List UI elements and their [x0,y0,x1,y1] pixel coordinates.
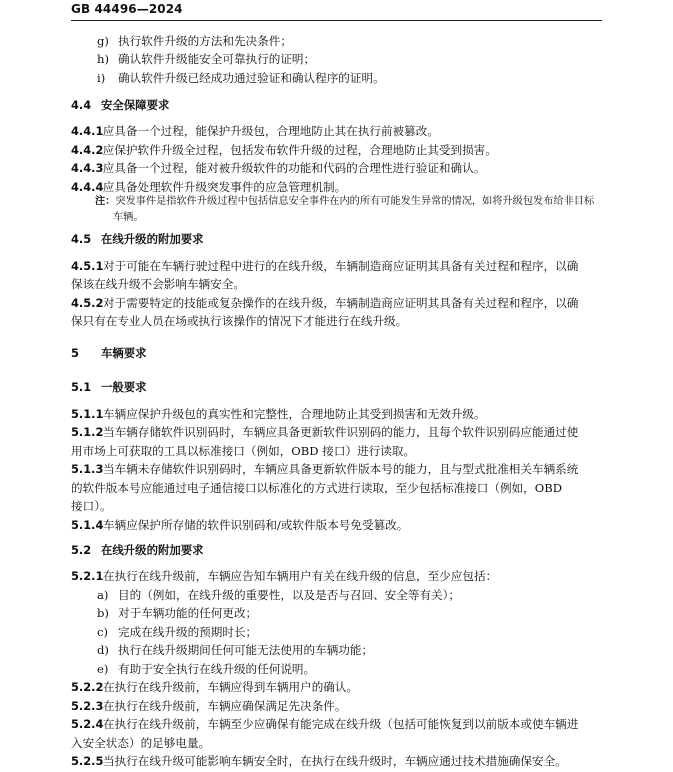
clause: 5.1.3当车辆未存储软件识别码时，车辆应具备更新软件版本号的能力，且与型式批准相关车辆系统 [71,462,579,477]
clause-continuation: 保只有在专业人员在场或执行该操作的情况下才能进行在线升级。 [71,314,408,329]
clause: 4.5.2对于需要特定的技能或复杂操作的在线升级，车辆制造商应证明其具备有关过程和程序，以确 [71,295,579,310]
clause: 4.4.1 应具备一个过程，能保护升级包，合理地防止其在执行前被篡改。 [71,124,439,139]
clause: 5.2.1在执行在线升级前，车辆应告知车辆用户有关在线升级的信息，至少应包括： [71,569,498,584]
clause: 5.2.4在执行在线升级前，车辆至少应确保有能完成在线升级（包括可能恢复到以前版本或使车辆进 [71,717,579,732]
clause: 4.4.3 应具备一个过程，能对被升级软件的功能和代码的合理性进行验证和确认。 [71,161,486,176]
clause: 5.1.2当车辆存储软件识别码时，车辆应具备更新软件识别码的能力，且每个软件识别码应能通过使 [71,425,579,440]
section-heading: 4.4 安全保障要求 [71,98,170,113]
clause-continuation: 入安全状态）的足够电量。 [71,735,211,750]
clause: 5.2.5当执行在线升级可能影响车辆安全时，在执行在线升级时，车辆应通过技术措施确保安全。 [71,754,567,768]
list-item: b) 对于车辆功能的任何更改； [97,606,258,621]
chapter-heading: 5 车辆要求 [71,346,147,361]
clause: 5.1.4车辆应保护所存储的软件识别码和/或软件版本号免受篡改。 [71,517,409,532]
clause-continuation: 保该在线升级不会影响车辆安全。 [71,277,245,292]
clause-continuation: 的软件版本号应能通过电子通信接口以标准化的方式进行读取，至少包括标准接口（例如，OBD [71,480,563,495]
clause: 5.1.1车辆应保护升级包的真实性和完整性，合理地防止其受到损害和无效升级。 [71,406,486,421]
section-heading: 4.5 在线升级的附加要求 [71,232,204,247]
section-heading: 5.1 一般要求 [71,380,147,395]
list-item: h) 确认软件升级能安全可靠执行的证明； [97,52,316,67]
note-continuation: 车辆。 [113,212,144,224]
list-item: a) 目的（例如，在线升级的重要性，以及是否与召回、安全等有关）； [97,587,461,602]
clause: 4.5.1对于可能在车辆行驶过程中进行的在线升级，车辆制造商应证明其具备有关过程和程序，以确 [71,258,579,273]
section-heading: 5.2 在线升级的附加要求 [71,542,204,557]
header-rule [71,20,602,21]
clause: 5.2.3在执行在线升级前，车辆应确保满足先决条件。 [71,698,347,713]
note: 注：突发事件是指软件升级过程中包括信息安全事件在内的所有可能发生异常的情况，如将升级包发布给非目标 [95,196,595,208]
list-item: g) 执行软件升级的方法和先决条件； [97,34,292,48]
list-item: i) 确认软件升级已经成功通过验证和确认程序的证明。 [97,70,385,85]
clause: 4.4.4 应具备处理软件升级突发事件的应急管理机制。 [71,179,347,194]
list-item: c) 完成在线升级的预期时长； [97,624,258,639]
list-item: d) 执行在线升级期间任何可能无法使用的车辆功能； [97,643,374,658]
clause-continuation: 用市场上可获取的工具以标准接口（例如，OBD 接口）进行读取。 [71,443,416,458]
list-item: e) 有助于安全执行在线升级的任何说明。 [97,661,316,676]
clause-continuation: 接口）。 [71,499,112,514]
clause: 5.2.2在执行在线升级前，车辆应得到车辆用户的确认。 [71,680,359,695]
standard-code: GB 44496—2024 [71,2,183,16]
clause: 4.4.2 应保护软件升级全过程，包括发布软件升级的过程，合理地防止其受到损害。 [71,142,497,157]
